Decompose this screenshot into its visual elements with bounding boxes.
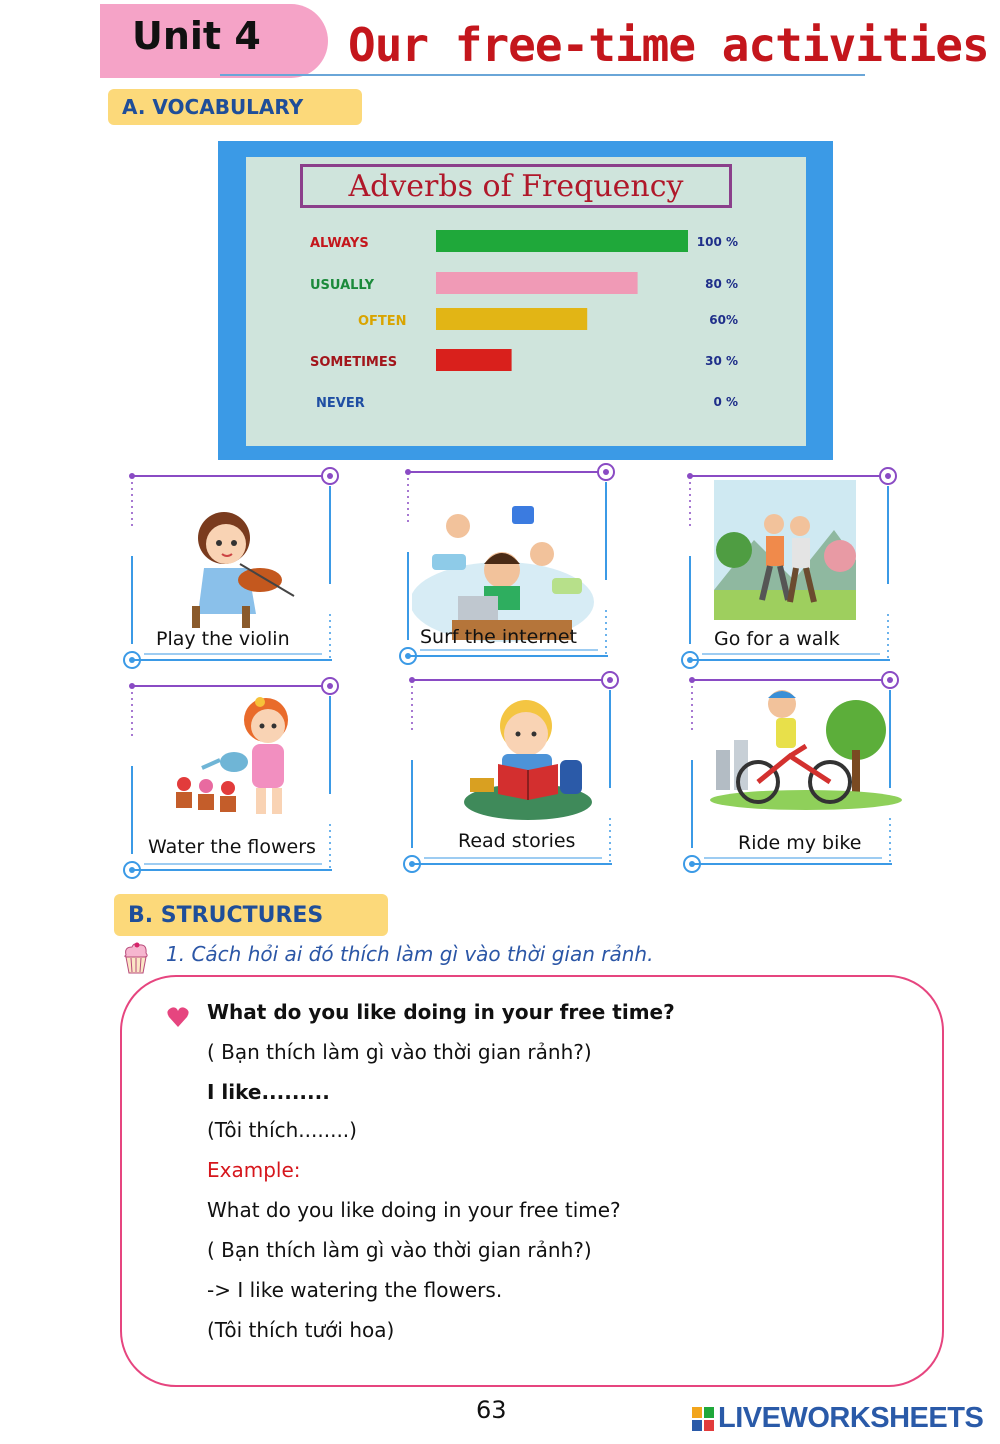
frequency-percent-sometimes: 30 %	[705, 354, 738, 368]
example-question-translation: ( Bạn thích làm gì vào thời gian rảnh?)	[207, 1238, 592, 1262]
example-label: Example:	[207, 1158, 301, 1182]
question-text: What do you like doing in your free time?	[207, 1000, 675, 1024]
structure-subtitle: 1. Cách hỏi ai đó thích làm gì vào thời gian rảnh.	[166, 942, 654, 966]
frequency-percent-usually: 80 %	[705, 277, 738, 291]
liveworksheets-icon	[692, 1407, 714, 1431]
boy-reading-icon	[442, 690, 618, 820]
example-question: What do you like doing in your free time?	[207, 1198, 621, 1222]
heart-icon	[166, 1006, 190, 1028]
activity-caption: Go for a walk	[714, 628, 840, 650]
frequency-bar-usually	[436, 272, 638, 294]
activity-card	[122, 674, 342, 884]
activity-card	[680, 464, 900, 674]
frequency-label-never: NEVER	[316, 396, 365, 411]
frequency-bar-sometimes	[436, 349, 512, 371]
activity-card	[682, 668, 902, 878]
frequency-percent-never: 0 %	[713, 395, 738, 409]
liveworksheets-brand: LIVEWORKSHEETS	[718, 1402, 984, 1434]
example-answer: -> I like watering the flowers.	[207, 1278, 503, 1302]
cupcake-icon	[120, 941, 152, 975]
frequency-bar-often	[436, 308, 587, 330]
frequency-label-always: ALWAYS	[310, 236, 369, 251]
boy-computer-icon	[412, 484, 602, 644]
unit-label: Unit 4	[132, 14, 261, 58]
girl-watering-icon	[156, 688, 316, 828]
people-walking-icon	[714, 480, 856, 622]
section-a-label: A. VOCABULARY	[108, 89, 362, 125]
frequency-label-sometimes: SOMETIMES	[310, 355, 398, 370]
frequency-chart	[246, 157, 806, 446]
girl-violin-icon	[164, 488, 334, 628]
page-number: 63	[476, 1396, 507, 1424]
activity-caption: Read stories	[458, 830, 576, 852]
activity-card	[402, 668, 622, 878]
activity-caption: Ride my bike	[738, 832, 862, 854]
section-b-label: B. STRUCTURES	[114, 894, 388, 936]
activity-caption: Play the violin	[156, 628, 290, 650]
activity-card	[122, 464, 342, 674]
frequency-percent-often: 60%	[709, 313, 738, 327]
activity-caption: Surf the internet	[420, 626, 577, 648]
activity-caption: Water the flowers	[148, 836, 316, 858]
title-underline	[220, 74, 865, 76]
answer-translation: (Tôi thích........)	[207, 1118, 357, 1142]
page-title: Our free-time activities	[348, 18, 989, 72]
example-answer-translation: (Tôi thích tưới hoa)	[207, 1318, 395, 1342]
frequency-percent-always: 100 %	[696, 235, 738, 249]
answer-text: I like.........	[207, 1080, 330, 1104]
activity-card	[398, 460, 618, 670]
frequency-chart-title: Adverbs of Frequency	[300, 164, 732, 208]
frequency-label-often: OFTEN	[358, 314, 407, 329]
frequency-label-usually: USUALLY	[310, 278, 375, 293]
question-translation: ( Bạn thích làm gì vào thời gian rảnh?)	[207, 1040, 592, 1064]
liveworksheets-logo[interactable]	[692, 1402, 983, 1435]
frequency-bar-always	[436, 230, 688, 252]
boy-cycling-icon	[706, 680, 902, 810]
